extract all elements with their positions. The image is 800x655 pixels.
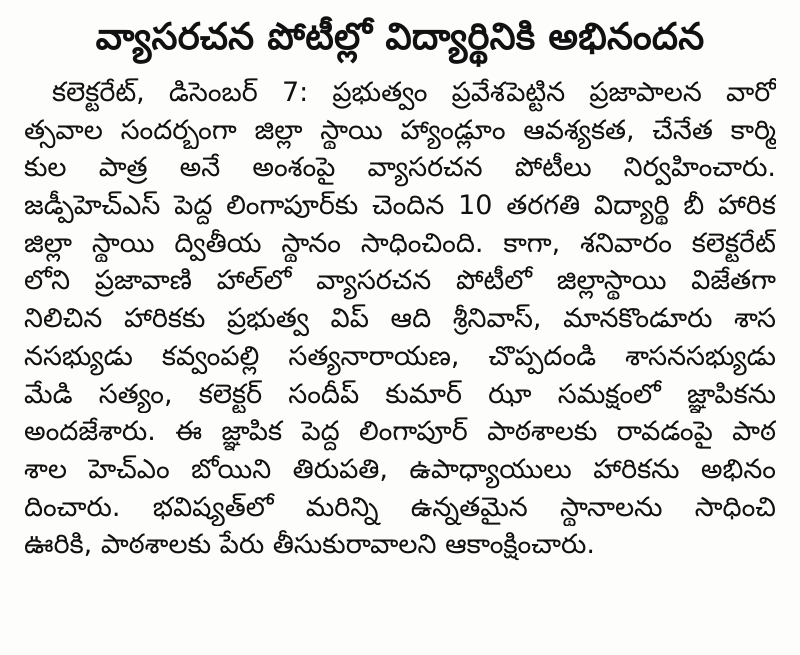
article-line: త్సవాల సందర్భంగా జిల్లా స్థాయి హ్యాండ్లూం ఆవశ్యకత, చేనేత కార్మి	[24, 114, 776, 146]
article-line: కుల పాత్ర అనే అంశంపై వ్యాసరచన పోటీలు నిర్వహించారు.	[24, 152, 776, 184]
article-headline: వ్యాసరచన పోటీల్లో విద్యార్థినికి అభినందన	[95, 15, 705, 58]
article-line: కలెక్టరేట్, డిసెంబర్ 7: ప్రభుత్వం ప్రవేశపెట్టిన ప్రజాపాలన వారో	[52, 77, 776, 108]
article-line: దించారు. భవిష్యత్‌లో మరిన్ని ఉన్నతమైన స్థానాలను సాధించి	[24, 491, 776, 523]
article-line: అందజేశారు. ఈ జ్ఞాపిక పెద్ద లింగాపూర్ పాఠశాలకు రావడంపై పాఠ	[24, 416, 776, 448]
article-line: ఊరికి, పాఠశాలకు పేరు తీసుకురావాలని ఆకాంక్షించారు.	[24, 529, 595, 561]
article-line: నసభ్యుడు కవ్వంపల్లి సత్యనారాయణ, చొప్పదండి శాసనసభ్యుడు	[24, 340, 776, 372]
article-line: మేడి సత్యం, కలెక్టర్ సందీప్ కుమార్ ఝా సమక్షంలో జ్ఞాపికను	[24, 378, 776, 410]
article-body	[24, 74, 776, 564]
article-line: లోని ప్రజావాణి హాల్‌లో వ్యాసరచన పోటీలో జిల్లాస్థాయి విజేతగా	[24, 265, 776, 297]
article-line: నిలిచిన హారికకు ప్రభుత్వ విప్ ఆది శ్రీనివాస్, మానకొండూరు శాస	[24, 303, 776, 335]
article-line: జిల్లా స్థాయి ద్వితీయ స్థానం సాధించింది. కాగా, శనివారం కలెక్టరేట్	[24, 227, 776, 259]
article-line: జడ్పీహెచ్ఎస్ పెద్ద లింగాపూర్‌కు చెందిన 10 తరగతి విద్యార్థి బీ హారిక	[24, 190, 776, 222]
article-line: శాల హెచ్ఎం బోయిని తిరుపతి, ఉపాధ్యాయులు హారికను అభినం	[24, 453, 776, 485]
